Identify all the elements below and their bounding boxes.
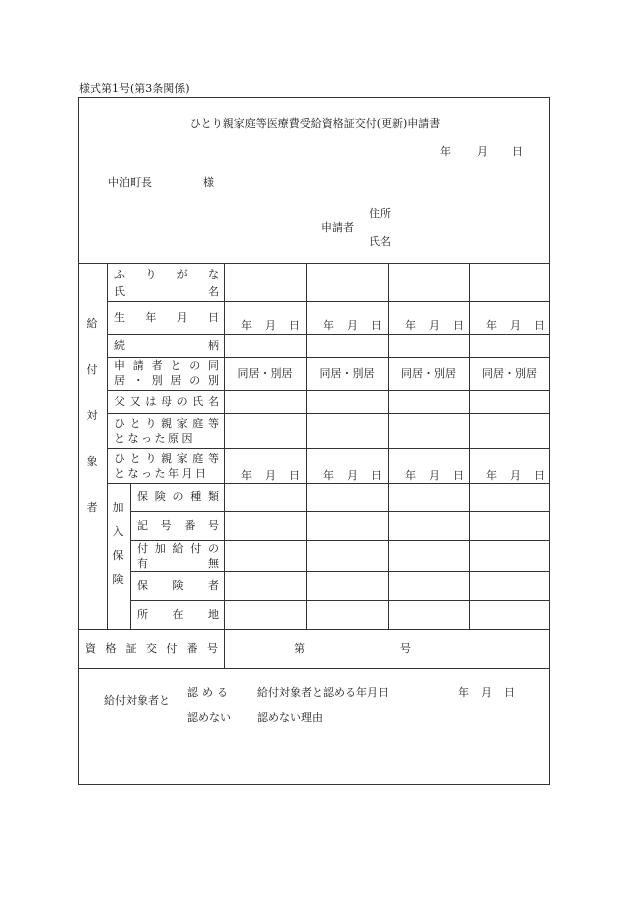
label-char: 月 (176, 311, 188, 324)
addressee-name: 中泊町長 (108, 176, 152, 189)
label-char: 在 (172, 608, 184, 621)
family-date-cell[interactable] (323, 470, 382, 481)
label-char: 付 (190, 542, 202, 555)
decision-label: 給付対象者と (104, 694, 170, 707)
label-char: は (145, 395, 157, 408)
birthdate-cell[interactable] (486, 320, 545, 331)
label-char: な (207, 268, 219, 281)
insurer-label (137, 580, 219, 591)
label-char: 者 (208, 579, 219, 592)
month-label: 月 (481, 686, 492, 699)
label-char: 険 (154, 490, 166, 503)
form-number-label: 様式第1号(第3条関係) (79, 82, 190, 95)
label-char: 号 (207, 519, 219, 532)
day-label: 日 (453, 469, 464, 482)
label-char: と (170, 359, 182, 372)
label-char: 種 (190, 490, 202, 503)
insurance-char: 険 (112, 573, 124, 586)
label-char: 資 (85, 642, 96, 655)
label-char: 別 (151, 374, 163, 387)
insurance-char: 加 (112, 501, 124, 514)
label-char: 加 (154, 542, 166, 555)
family-date-cell[interactable] (486, 470, 545, 481)
date-label-line2: となった年月日 (114, 467, 209, 480)
section-char: 者 (86, 501, 98, 514)
insurance-group-label (111, 502, 125, 598)
label-char: 名 (208, 285, 219, 298)
addressee-honorific: 様 (203, 176, 214, 189)
birthdate-cell[interactable] (241, 320, 300, 331)
month-label: 月 (429, 469, 440, 482)
certificate-number-suffix: 号 (400, 642, 411, 655)
cohabit-option-cell[interactable]: 同居・別居 (482, 367, 537, 380)
label-char: 記 (137, 519, 148, 532)
day-label: 日 (534, 319, 545, 332)
label-char: 号 (160, 519, 172, 532)
cohabit-option-cell[interactable]: 同居・別居 (319, 367, 375, 380)
label-char: 日 (207, 311, 219, 324)
approve-option[interactable]: 認める (187, 686, 232, 699)
day-label: 日 (289, 319, 300, 332)
label-char: の (189, 374, 201, 387)
year-label: 年 (323, 469, 334, 482)
label-char: 番 (184, 519, 196, 532)
day-label: 日 (371, 469, 382, 482)
approve-date-label: 給付対象者と認める年月日 (257, 686, 389, 699)
label-char: 家 (176, 417, 188, 430)
insurance-type-label (137, 491, 219, 502)
cohabit-option-cell[interactable]: 同居・別居 (401, 367, 456, 380)
month-label: 月 (429, 319, 440, 332)
form-title: ひとり親家庭等医療費受給資格証交付(更新)申請書 (189, 117, 441, 130)
birthdate-label (114, 312, 219, 323)
label-char: 保 (137, 579, 148, 592)
label-char: 地 (208, 608, 219, 621)
label-char: 生 (114, 311, 125, 324)
label-char: 氏 (192, 395, 204, 408)
certificate-number-label (85, 643, 218, 654)
cohabit-label-line2 (114, 375, 219, 386)
approve-date-fields[interactable] (458, 687, 515, 698)
month-label: 月 (347, 469, 358, 482)
applicant-address-label: 住所 (369, 207, 391, 220)
label-char: 交 (145, 642, 157, 655)
label-char: 親 (160, 452, 172, 465)
label-char: り (145, 268, 157, 281)
supplement-label-line1 (137, 543, 219, 554)
month-label: 月 (510, 319, 521, 332)
year-label: 年 (440, 145, 451, 158)
parent-name-label (114, 396, 219, 407)
year-label: 年 (486, 469, 497, 482)
day-label: 日 (534, 469, 545, 482)
month-label: 月 (265, 319, 276, 332)
label-char: 類 (208, 490, 219, 503)
label-char: 親 (160, 417, 172, 430)
recipient-section-label (84, 318, 100, 548)
label-char: 氏 (114, 285, 125, 298)
label-char: 柄 (208, 339, 219, 352)
label-char: 所 (137, 608, 148, 621)
furigana-label (114, 269, 219, 280)
reason-label-line1 (114, 418, 219, 429)
label-char: 父 (114, 395, 125, 408)
year-label: 年 (458, 686, 469, 699)
month-label: 月 (265, 469, 276, 482)
label-char: 給 (172, 542, 184, 555)
day-label: 日 (371, 319, 382, 332)
label-char: 付 (166, 642, 178, 655)
deny-option[interactable]: 認めない (187, 711, 231, 724)
label-char: 名 (207, 395, 219, 408)
section-char: 対 (86, 409, 98, 422)
label-char: 等 (207, 417, 219, 430)
label-char: の (189, 359, 201, 372)
day-label: 日 (512, 145, 523, 158)
label-char: 有 (137, 557, 148, 570)
label-char: 請 (132, 359, 144, 372)
label-char: 番 (186, 642, 198, 655)
label-char: 保 (137, 490, 148, 503)
label-char: 格 (105, 642, 117, 655)
insurance-char: 入 (112, 525, 124, 538)
insurance-char: 保 (112, 549, 124, 562)
name-label (114, 286, 219, 297)
label-char: 居 (114, 374, 125, 387)
reason-label-line2: となった原因 (114, 432, 195, 445)
label-char: の (176, 395, 188, 408)
label-char: 別 (207, 374, 219, 387)
day-label: 日 (504, 686, 515, 699)
birthdate-cell[interactable] (323, 320, 382, 331)
family-date-cell[interactable] (405, 470, 464, 481)
location-label (137, 609, 219, 620)
label-char: 又 (129, 395, 141, 408)
label-char: 年 (145, 311, 157, 324)
month-label: 月 (477, 145, 488, 158)
cohabit-label-line1 (114, 360, 219, 371)
label-char: 母 (160, 395, 172, 408)
year-label: 年 (405, 469, 416, 482)
label-char: 庭 (192, 417, 204, 430)
day-label: 日 (289, 469, 300, 482)
label-char: 号 (206, 642, 218, 655)
supplement-label-line2 (137, 558, 219, 569)
label-char: 続 (114, 339, 125, 352)
label-char: が (176, 268, 188, 281)
label-char: 等 (207, 452, 219, 465)
certificate-number-prefix: 第 (294, 642, 305, 655)
label-char: り (145, 417, 157, 430)
label-char: と (129, 452, 141, 465)
symbol-number-label (137, 520, 219, 531)
label-char: ひ (114, 417, 125, 430)
label-char: 険 (172, 579, 184, 592)
label-char: 付 (137, 542, 148, 555)
label-char: 庭 (192, 452, 204, 465)
deny-reason-label: 認めない理由 (257, 711, 323, 724)
date-label-line1 (114, 453, 219, 464)
applicant-label: 申請者 (321, 221, 354, 234)
label-char: の (172, 490, 184, 503)
label-char: 申 (114, 359, 125, 372)
month-label: 月 (347, 319, 358, 332)
day-label: 日 (453, 319, 464, 332)
label-char: ふ (114, 268, 125, 281)
label-char: と (129, 417, 141, 430)
section-char: 付 (86, 363, 98, 376)
year-label: 年 (405, 319, 416, 332)
label-char: 証 (125, 642, 137, 655)
application-date[interactable] (440, 146, 523, 157)
month-label: 月 (510, 469, 521, 482)
birthdate-cell[interactable] (405, 320, 464, 331)
label-char: の (208, 542, 219, 555)
year-label: 年 (323, 319, 334, 332)
year-label: 年 (241, 319, 252, 332)
relationship-label (114, 340, 219, 351)
section-char: 給 (86, 317, 98, 330)
year-label: 年 (241, 469, 252, 482)
applicant-name-label: 氏名 (369, 235, 391, 248)
label-char: 居 (170, 374, 182, 387)
cohabit-option-cell[interactable]: 同居・別居 (237, 367, 293, 380)
section-char: 象 (86, 455, 98, 468)
label-char: ・ (132, 374, 144, 387)
label-char: 無 (208, 557, 219, 570)
label-char: 家 (176, 452, 188, 465)
label-char: 者 (151, 359, 163, 372)
family-date-cell[interactable] (241, 470, 300, 481)
label-char: ひ (114, 452, 125, 465)
label-char: り (145, 452, 157, 465)
year-label: 年 (486, 319, 497, 332)
label-char: 同 (207, 359, 219, 372)
